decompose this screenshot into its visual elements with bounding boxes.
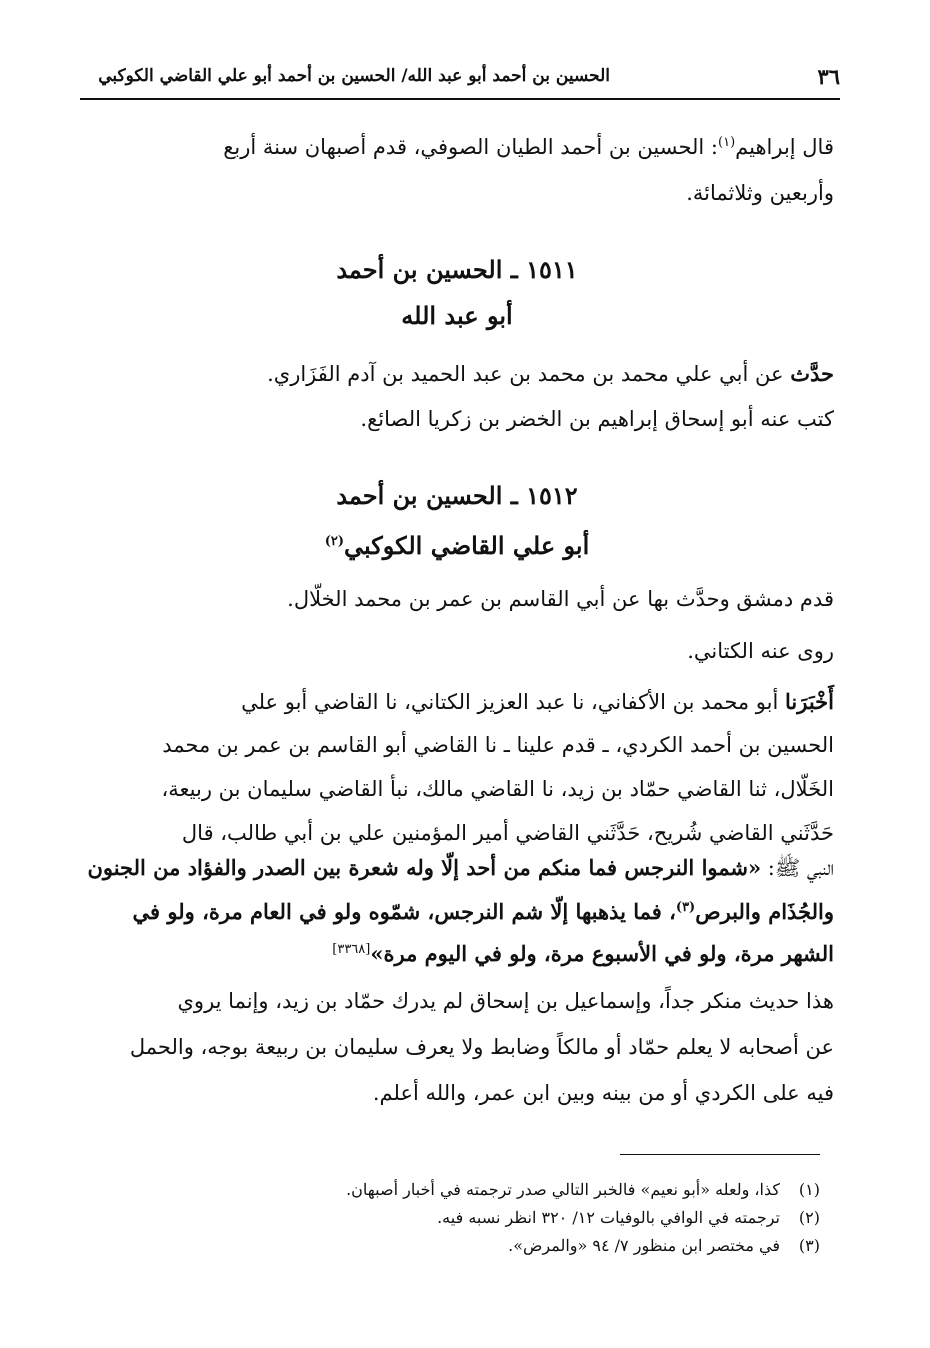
footnote-1 — [80, 1176, 820, 1204]
commentary-line-2: عن أصحابه لا يعلم حمّاد أو مالكاً وضابط ولا يعرف سليمان بن ربيعة بوجه، والحمل — [129, 1035, 834, 1059]
entry-1512-kunya-text: أبو علي القاضي الكوكبي — [344, 531, 590, 560]
hadith-line-1 — [80, 680, 834, 724]
footnote-3-number: (٣) — [798, 1236, 820, 1255]
footnote-1-text: كذا، ولعله «أبو نعيم» فالخبر التالي صدر ترجمته في أخبار أصبهان. — [346, 1180, 780, 1199]
hadith-matn-end: الشهر مرة، ولو في الأسبوع مرة، ولو في اليوم مرة» — [370, 941, 834, 966]
hadith-line-5 — [80, 846, 834, 890]
hadith-line-4: حَدَّثَني القاضي شُريح، حَدَّثَني القاضي أمير المؤمنين علي بن أبي طالب، قال — [181, 821, 834, 845]
entry-1512-heading: ١٥١٢ ـ الحسين بن أحمد — [336, 481, 578, 510]
hadith-matn-start: «شموا النرجس فما منكم من أحد إلّا وله شعرة بين الصدر والفؤاد من الجنون — [87, 855, 762, 880]
footnote-2-number: (٢) — [798, 1208, 820, 1227]
footnotes — [80, 1176, 820, 1260]
footnote-ref-1[interactable]: (١) — [718, 135, 736, 150]
intro-text-start: قال إبراهيم — [735, 135, 834, 159]
footnote-separator — [620, 1154, 820, 1155]
hadith-lead-word: أَخْبَرَنا — [785, 689, 834, 714]
hadith-matn-line-6a: والجُذَام والبرص — [695, 899, 834, 924]
footnote-3 — [80, 1232, 820, 1260]
hadith-reference-number: [٣٣٦٨] — [332, 942, 371, 957]
intro-text-end: : الحسين بن أحمد الطيان الصوفي، قدم أصبهان سنة أربع — [223, 135, 718, 159]
commentary-line-1: هذا حديث منكر جداً، وإسماعيل بن إسحاق لم يدرك حمّاد بن زيد، وإنما يروي — [177, 989, 834, 1013]
entry-1512-kunya — [80, 524, 834, 568]
entry-1511-para-2: كتب عنه أبو إسحاق إبراهيم بن الخضر بن زكريا الصائع. — [360, 407, 834, 431]
entry-1511-para-1 — [80, 352, 834, 396]
footnote-ref-3[interactable]: (٣) — [675, 900, 696, 915]
footnote-2 — [80, 1204, 820, 1232]
hadith-line-6 — [80, 890, 834, 933]
entry-1512-para-1: قدم دمشق وحدَّث بها عن أبي القاسم بن عمر بن محمد الخلّال. — [287, 587, 834, 611]
hadith-line-5-text: النبي ﷺ: — [761, 856, 834, 880]
running-header — [80, 58, 840, 100]
hadith-line-1-text: أبو محمد بن الأكفاني، نا عبد العزيز الكتاني، نا القاضي أبو علي — [241, 690, 786, 714]
intro-line-1 — [80, 126, 834, 169]
footnote-3-text: في مختصر ابن منظور ٧/ ٩٤ «والمرض». — [508, 1236, 780, 1255]
footnote-2-text: ترجمته في الوافي بالوفيات ١٢/ ٣٢٠ انظر نسبه فيه. — [437, 1208, 780, 1227]
hadith-line-2: الحسين بن أحمد الكردي، ـ قدم علينا ـ نا القاضي أبو القاسم بن عمر بن محمد — [162, 733, 834, 757]
footnote-1-number: (١) — [798, 1180, 820, 1199]
commentary-line-3: فيه على الكردي أو من بينه وبين ابن عمر، والله أعلم. — [372, 1081, 834, 1105]
hadith-line-3: الخَلّال، ثنا القاضي حمّاد بن زيد، نا القاضي مالك، نبأ القاضي سليمان بن ربيعة، — [161, 777, 834, 801]
footnote-ref-2[interactable]: (٢) — [324, 534, 345, 549]
hadith-matn-line-6b: ، فما يذهبها إلّا شم النرجس، شمّوه ولو في العام مرة، ولو في — [132, 899, 676, 924]
hadith-line-7 — [80, 932, 834, 976]
running-title: الحسين بن أحمد أبو عبد الله/ الحسين بن أحمد أبو علي القاضي الكوكبي — [98, 66, 610, 86]
intro-line-2: وأربعين وثلاثمائة. — [686, 181, 834, 205]
entry-1511-lead-word: حدَّث — [790, 361, 834, 386]
entry-1511-heading: ١٥١١ ـ الحسين بن أحمد — [336, 255, 578, 284]
entry-1512-para-2: روى عنه الكتاني. — [687, 639, 834, 663]
entry-1511-para-1-text: عن أبي علي محمد بن محمد بن عبد الحميد بن آدم الفَزَاري. — [267, 362, 791, 386]
entry-1511-kunya: أبو عبد الله — [401, 301, 513, 330]
page-number: ٣٦ — [817, 64, 840, 89]
